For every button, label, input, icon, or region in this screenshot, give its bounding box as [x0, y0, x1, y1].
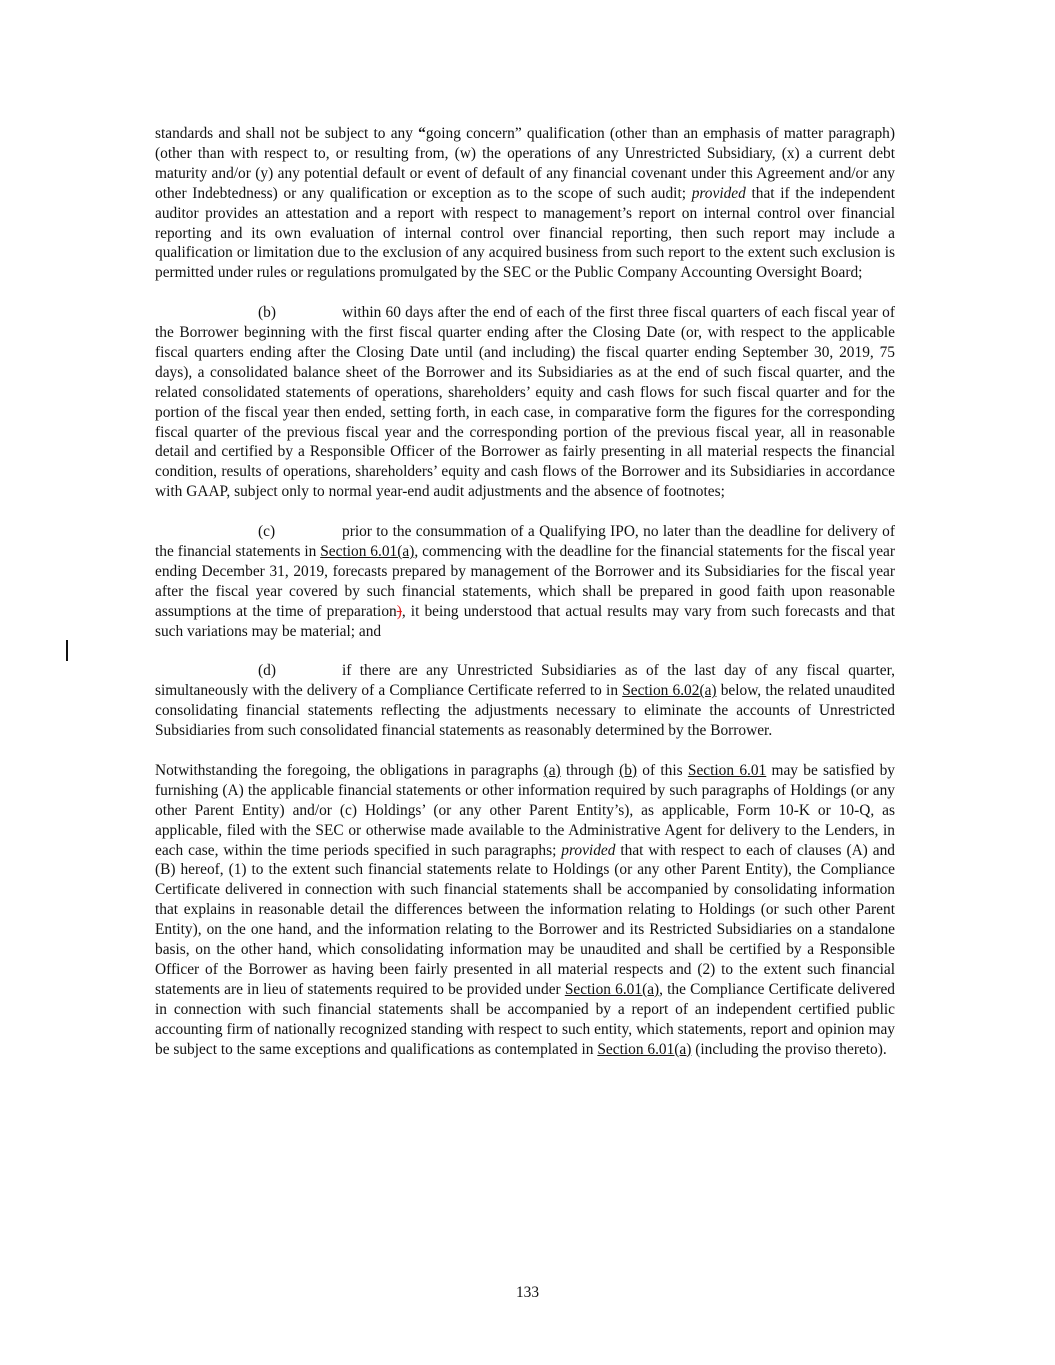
text-segment: provided	[561, 841, 616, 859]
section-reference-link[interactable]: (a)	[543, 761, 561, 779]
text-segment: prior to the consummation of a Qualifying IPO, no later than the deadline for delivery of the financial statements in	[155, 523, 895, 560]
text-segment: if there are any Unrestricted Subsidiaries as of the last day of any fiscal quarter, simultaneously with the delivery of a Compliance Certificate referred to in	[155, 662, 895, 700]
revision-change-bar	[66, 640, 68, 661]
section-reference-link[interactable]: Section 6.01(a)	[320, 543, 415, 560]
text-segment: through	[560, 761, 620, 779]
section-reference-link[interactable]: Section 6.01(a)	[597, 1040, 692, 1058]
text-segment: standards and shall not be subject to any	[155, 125, 419, 142]
page-number: 133	[515, 1284, 540, 1301]
text-segment: , commencing with the deadline for the financial statements for the fiscal year ending December 31, 2019, forecasts prepared by management of the Borrower and its Subsidiaries for the fiscal year after the fiscal year covered by such financial statements, which shall be prepared in good faith upon reasonable assumptions at the time of preparation	[155, 543, 896, 620]
text-segment: that with respect to each of clauses (A) and (B) hereof, (1) to the extent such financial statements relate to Holdings (or any other Parent Entity), the Compliance Certificate delivered in connection with such financial statements shall be accompanied by consolidating information that explains in reasonable detail the differences between the information relating to Holdings (or such other Parent Entity), on the one hand, and the information relating to the Borrower and its Restricted Subsidiaries on a standalone basis, on the other hand, which consolidating information may be unaudited and shall be certified by a Responsible Officer of the Borrower as having been fairly presented in all material respects and (2) to the extent such financial statements are in lieu of statements required to be provided under	[155, 841, 895, 998]
clause-label: (c)	[258, 523, 276, 541]
section-reference-link[interactable]: (b)	[619, 761, 638, 779]
clause-d	[155, 661, 895, 741]
section-reference-link[interactable]: Section 6.02(a)	[622, 682, 717, 700]
text-segment: that if the independent auditor provides an attestation and a report with respect to management’s report on internal control over financial reporting and its own evaluation of internal control over financial reporting, then such report may include a qualification or limitation due to the exclusion of any acquired business from such report to the extent such exclusion is permitted under rules or regulations promulgated by the SEC or the Public Company Accounting Oversight Board;	[155, 184, 896, 282]
text-segment: provided	[691, 184, 746, 202]
clause-b	[155, 303, 895, 502]
section-reference-link[interactable]: Section 6.01	[687, 761, 767, 779]
text-segment: , it being understood that actual results may vary from such forecasts and that such variations may be material; and	[155, 602, 895, 640]
text-segment: within 60 days after the end of each of the first three fiscal quarters of each fiscal year of the Borrower beginning with the first fiscal quarter ending after the Closing Date (or, with respect to the applicable fiscal quarters ending after the Closing Date until (and including) the fiscal quarter ending September 30, 2019, 75 days), a consolidated balance sheet of the Borrower and its Subsidiaries as at the end of such fiscal quarter, and the related consolidated statements of operations, shareholders’ equity and cash flows for such fiscal quarter and for the portion of the fiscal year then ended, setting forth, in each case, in comparative form the figures for the corresponding fiscal quarter of the previous fiscal year and the corresponding portion of the previous fiscal year, all in reasonable detail and certified by a Responsible Officer of the Borrower as fairly presenting in all material respects the financial condition, results of operations, shareholders’ equity and cash flows of the Borrower and its Subsidiaries in accordance with GAAP, subject only to normal year-end audit adjustments and the absence of footnotes;	[155, 304, 895, 501]
text-segment: Notwithstanding the foregoing, the obligations in paragraphs	[155, 761, 544, 779]
text-segment: (including the proviso thereto).	[691, 1040, 887, 1058]
section-reference-link[interactable]: Section 6.01(a)	[564, 980, 660, 998]
deleted-text: )	[396, 602, 402, 620]
text-segment: “	[418, 125, 426, 142]
clause-c	[155, 522, 895, 641]
clause-label: (d)	[258, 662, 276, 680]
text-segment: may be satisfied by furnishing (A) the applicable financial statements or other information required by such paragraphs of Holdings (or any other Parent Entity) and/or (c) Holdings’ (or any other Parent Entity’s), as applicable, Form 10-K or 10-Q, as applicable, filed with the SEC or otherwise made available to the Administrative Agent for delivery to the Lenders, in each case, within the time periods specified in such paragraphs;	[155, 761, 895, 859]
document-body	[155, 124, 895, 1079]
text-segment: below, the related unaudited consolidating financial statements reflecting the adjustments necessary to eliminate the accounts of Unrestricted Subsidiaries from such consolidated financial statements as reasonably determined by the Borrower.	[155, 682, 896, 740]
paragraph	[155, 124, 895, 283]
clause-label: (b)	[258, 304, 276, 322]
text-segment: , the Compliance Certificate delivered in connection with such financial statements shall be accompanied by a report of an independent certified public accounting firm of nationally recognized standing with respect to such entity, which statements, report and opinion may be subject to the same exceptions and qualifications as contemplated in	[155, 980, 895, 1058]
text-segment: of this	[637, 761, 688, 779]
text-segment: going concern” qualification (other than an emphasis of matter paragraph) (other than with respect to, or resulting from, (w) the operations of any Unrestricted Subsidiary, (x) a current debt maturity and/or (y) any potential default or event of default of any financial covenant under this Agreement and/or any other Indebtedness) or any qualification or exception as to the scope of such audit;	[155, 125, 895, 202]
paragraph	[155, 761, 895, 1060]
